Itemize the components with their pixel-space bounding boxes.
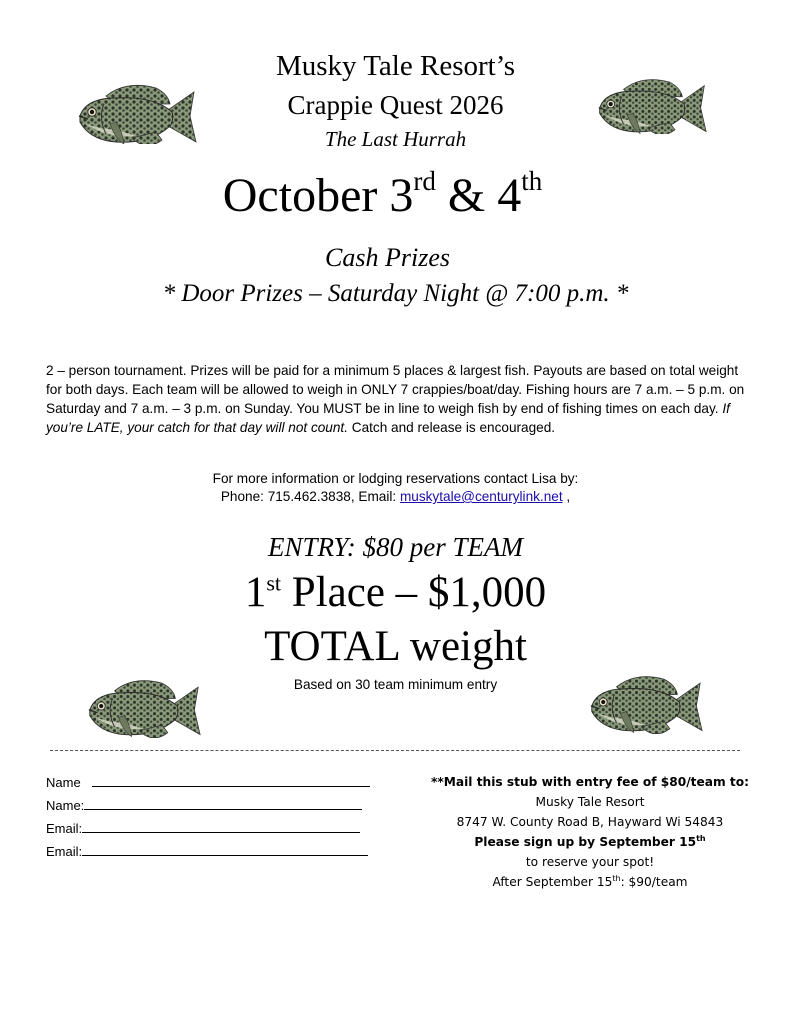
- signup-deadline: [410, 832, 770, 852]
- contact-details: [0, 489, 791, 504]
- rules-text: 2 – person tournament. Prizes will be paid for a minimum 5 places & largest fish. Payouts are based on total weight for both days. Each team will be allowed to weigh in ONLY 7 crappies/boat/day. Fishing hours are 7 a.m. – 5 p.m. on Saturday and 7 a.m. – 3 p.m. on Sunday. You MUST be in line to weigh fish by end of fishing times on each day.: [46, 363, 745, 416]
- contact-suffix: ,: [562, 489, 571, 504]
- late-fee-amount: : $90/team: [620, 875, 688, 889]
- tournament-rules: [46, 361, 751, 437]
- first-place-amount: Place – $1,000: [281, 569, 547, 616]
- cut-line-divider: [50, 750, 740, 751]
- email-link[interactable]: muskytale@centurylink.net: [399, 489, 563, 504]
- date-day1-suffix: rd: [413, 166, 436, 196]
- late-fee-suffix: th: [612, 873, 621, 883]
- signup-suffix: th: [696, 833, 706, 843]
- date-day1: October 3: [222, 169, 414, 222]
- email-label: Email:: [46, 821, 83, 836]
- event-subtitle: The Last Hurrah: [324, 127, 467, 151]
- mail-instruction: **Mail this stub with entry fee of $80/team to:: [431, 775, 749, 789]
- email-blank[interactable]: [82, 843, 368, 856]
- door-prizes: * Door Prizes – Saturday Night @ 7:00 p.m. *: [162, 280, 629, 307]
- late-fee-text: After September 15: [492, 875, 613, 889]
- email-field-1[interactable]: [46, 820, 360, 836]
- cash-prizes: Cash Prizes: [325, 243, 450, 272]
- date-day2-suffix: th: [521, 166, 543, 196]
- event-title: Crappie Quest 2026: [287, 90, 504, 120]
- name-label: Name: [46, 775, 81, 790]
- mail-stub-instructions: [410, 772, 770, 892]
- first-place-num: 1: [244, 569, 267, 616]
- rules-late-warning: If you’re LATE, your catch for that day will not count.: [46, 401, 730, 435]
- first-place-suffix: st: [266, 570, 282, 596]
- email-blank[interactable]: [82, 820, 360, 833]
- name-blank[interactable]: [92, 774, 370, 787]
- first-place-prize: [0, 568, 791, 617]
- entry-fee: ENTRY: $80 per TEAM: [267, 532, 523, 562]
- name-label: Name:: [46, 798, 85, 813]
- contact-intro: For more information or lodging reservations contact Lisa by:: [212, 471, 579, 486]
- email-label: Email:: [46, 844, 83, 859]
- name-field-1[interactable]: [46, 774, 370, 790]
- email-field-2[interactable]: [46, 843, 368, 859]
- contact-phone: Phone: 715.462.3838, Email:: [220, 489, 400, 504]
- reserve-note: to reserve your spot!: [525, 855, 655, 869]
- rules-text-end: Catch and release is encouraged.: [347, 420, 556, 435]
- signup-text: Please sign up by September 15: [474, 835, 697, 849]
- date-day2: & 4: [435, 169, 522, 222]
- resort-name: Musky Tale Resort: [535, 795, 645, 809]
- late-fee: [410, 872, 770, 892]
- total-weight: TOTAL weight: [264, 623, 527, 670]
- resort-address: 8747 W. County Road B, Hayward Wi 54843: [456, 815, 724, 829]
- name-field-2[interactable]: [46, 797, 362, 813]
- event-dates: [0, 168, 765, 223]
- resort-title: Musky Tale Resort’s: [275, 50, 516, 82]
- minimum-entry-note: Based on 30 team minimum entry: [293, 677, 498, 692]
- name-blank[interactable]: [84, 797, 362, 810]
